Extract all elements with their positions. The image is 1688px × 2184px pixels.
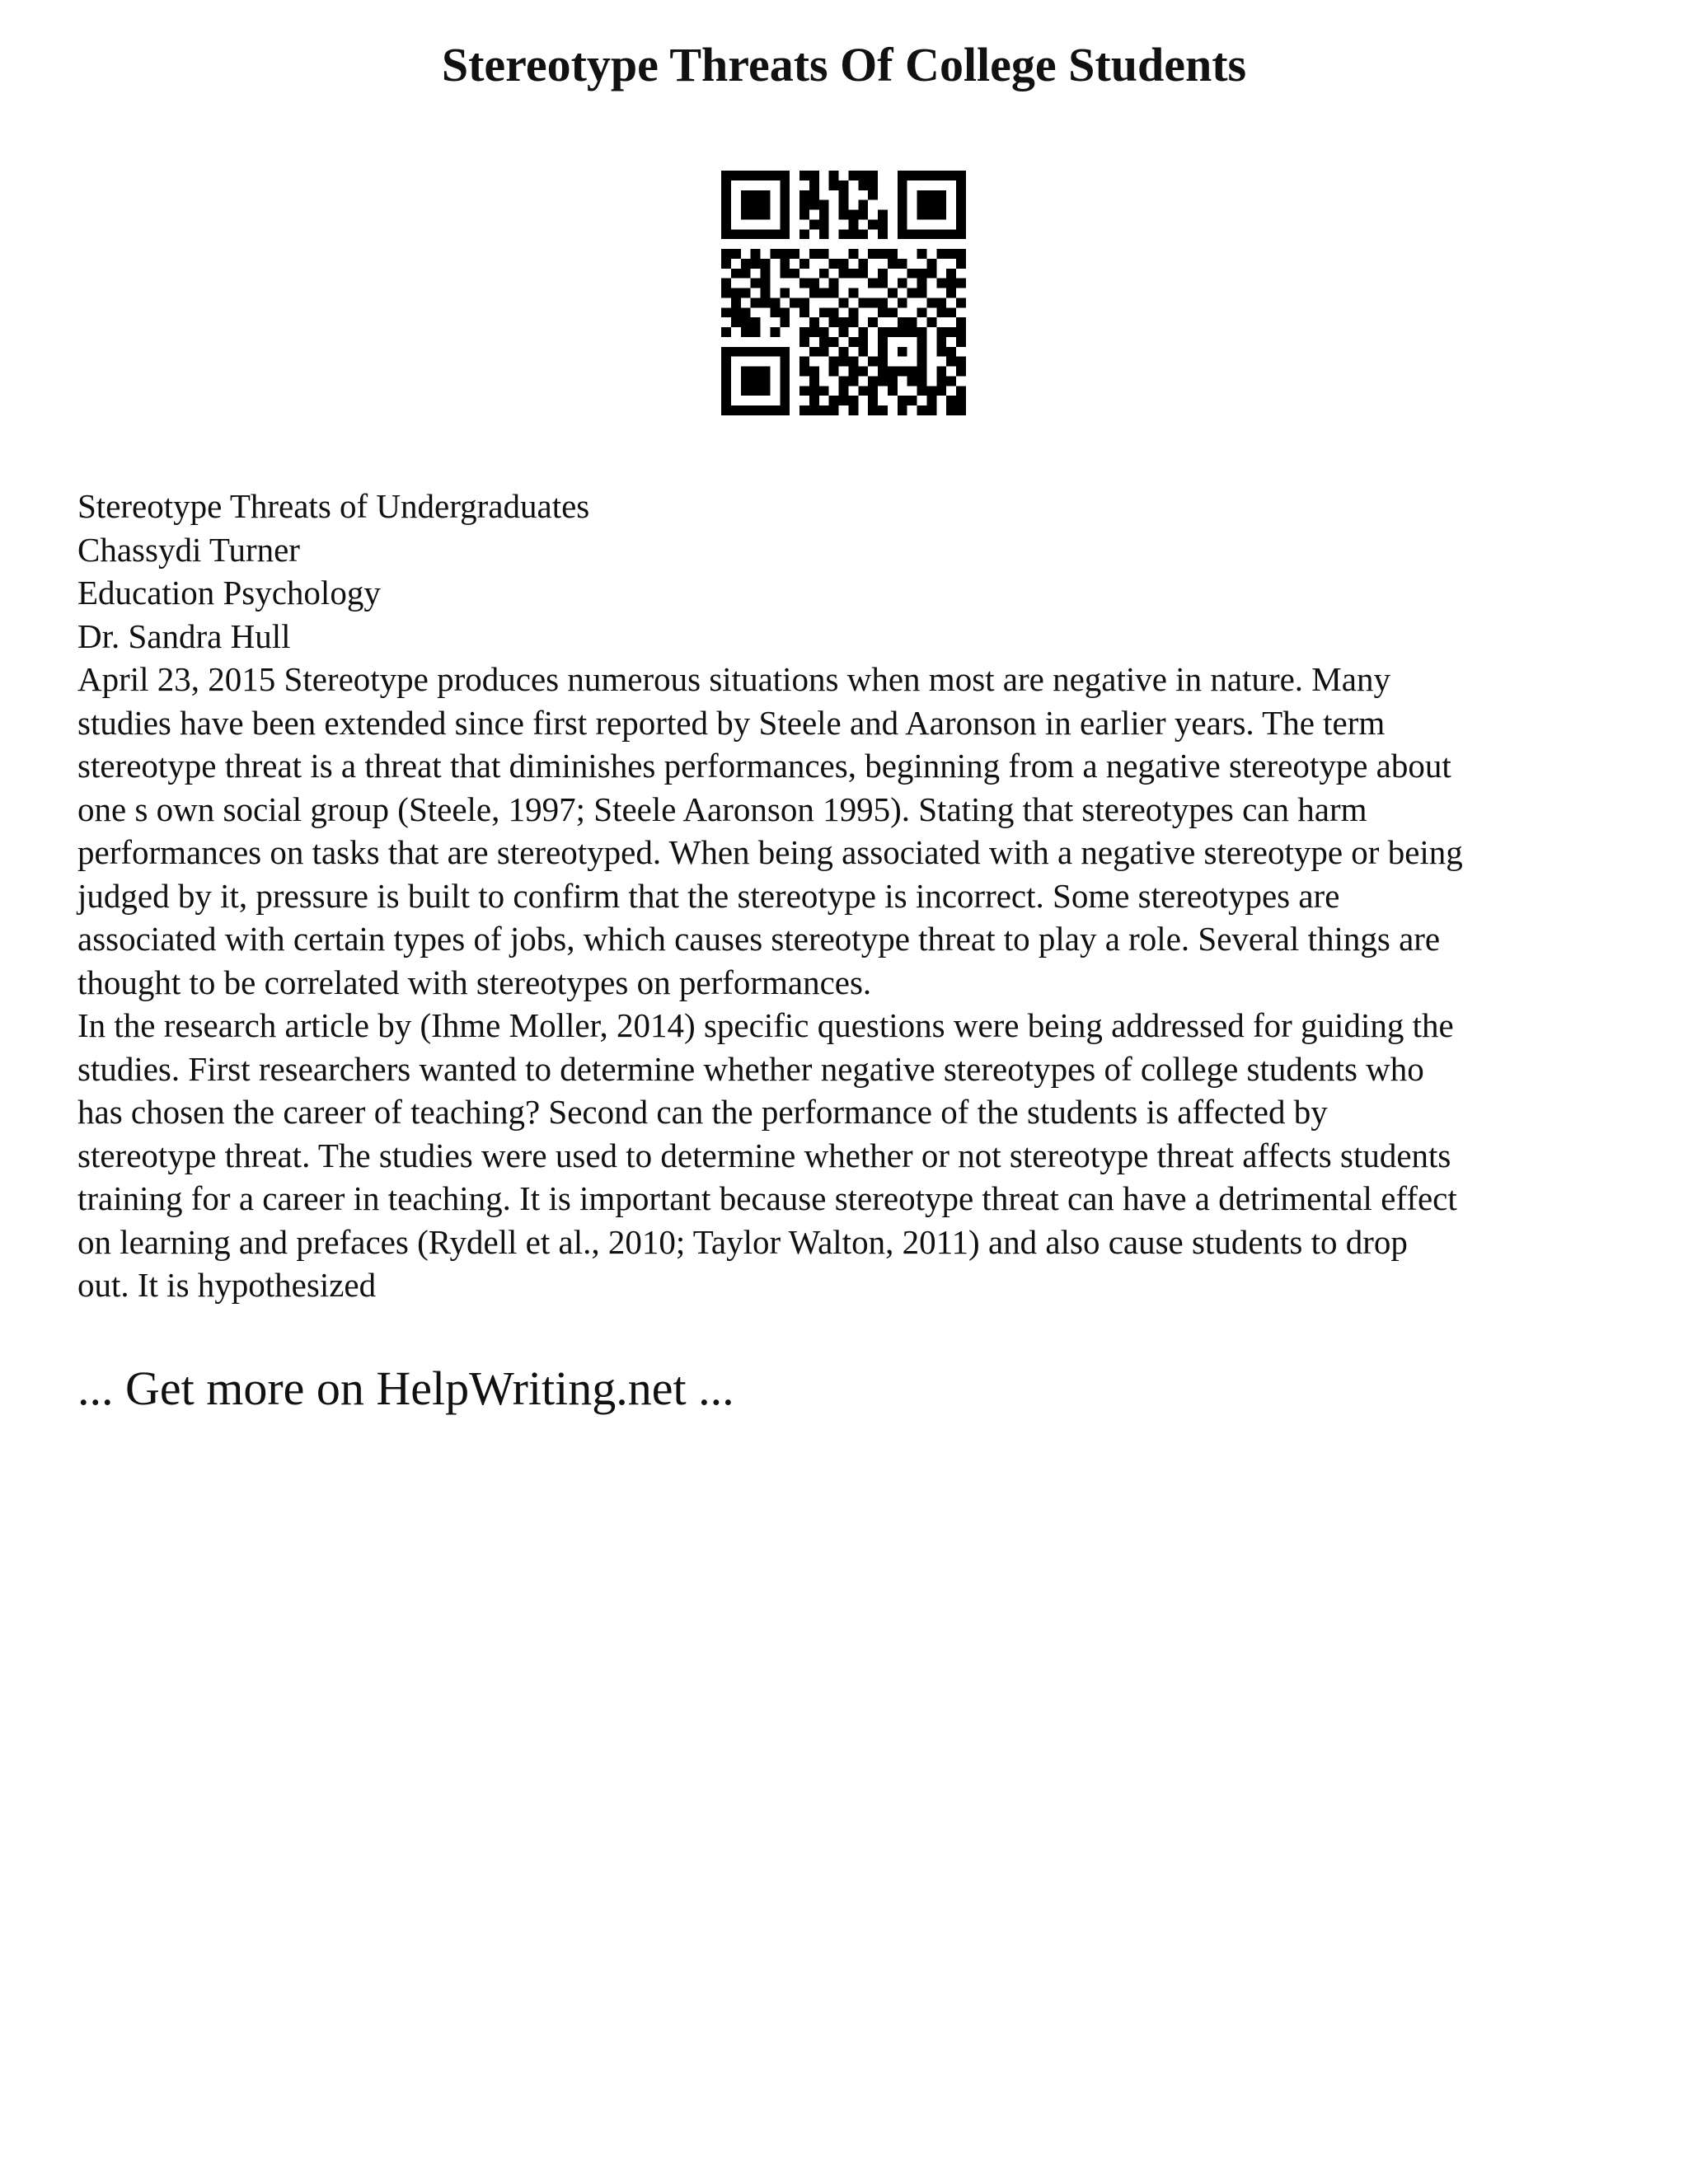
paragraph-line: judged by it, pressure is built to confirm that the stereotype is incorrect. Some stereotypes are xyxy=(77,876,1340,915)
paragraph-line: has chosen the career of teaching? Second can the performance of the students is affected by xyxy=(77,1093,1328,1131)
paragraph-line: studies have been extended since first reported by Steele and Aaronson in earlier years. The term xyxy=(77,703,1386,742)
author-line: Chassydi Turner xyxy=(77,530,300,569)
qr-code-graphic xyxy=(721,171,966,415)
document-body xyxy=(77,485,1627,1307)
page-title: Stereotype Threats Of College Students xyxy=(441,38,1247,91)
paragraph-line: stereotype threat is a threat that diminishes performances, beginning from a negative stereotype about xyxy=(77,747,1451,785)
qr-code-icon xyxy=(721,171,966,415)
paragraph-line: one s own social group (Steele, 1997; Steele Aaronson 1995). Stating that stereotypes can harm xyxy=(77,790,1367,828)
paragraph-line: out. It is hypothesized xyxy=(77,1266,377,1304)
paragraph-line: thought to be correlated with stereotypes on performances. xyxy=(77,963,872,1001)
paragraph-line: associated with certain types of jobs, which causes stereotype threat to play a role. Several things are xyxy=(77,920,1441,958)
instructor-line: Dr. Sandra Hull xyxy=(77,616,291,655)
header-block xyxy=(77,485,1627,658)
paragraph-line: training for a career in teaching. It is important because stereotype threat can have a detrimental effect xyxy=(77,1179,1457,1217)
paragraph-line: stereotype threat. The studies were used to determine whether or not stereotype threat affects students xyxy=(77,1136,1451,1174)
paragraph-line: April 23, 2015 Stereotype produces numerous situations when most are negative in nature. Many xyxy=(77,660,1390,698)
course-line: Education Psychology xyxy=(77,574,381,612)
paragraph-1 xyxy=(77,658,1627,1004)
paragraph-2 xyxy=(77,1004,1627,1307)
paragraph-line: performances on tasks that are stereotyped. When being associated with a negative stereotype or being xyxy=(77,833,1463,871)
get-more-link[interactable]: ... Get more on HelpWriting.net ... xyxy=(77,1361,734,1415)
paragraph-line: In the research article by (Ihme Moller, 2014) specific questions were being addressed for guiding the xyxy=(77,1006,1454,1044)
paragraph-line: on learning and prefaces (Rydell et al., 2010; Taylor Walton, 2011) and also cause students to drop xyxy=(77,1222,1408,1261)
essay-title-line: Stereotype Threats of Undergraduates xyxy=(77,487,590,525)
paragraph-line: studies. First researchers wanted to determine whether negative stereotypes of college students who xyxy=(77,1049,1424,1088)
